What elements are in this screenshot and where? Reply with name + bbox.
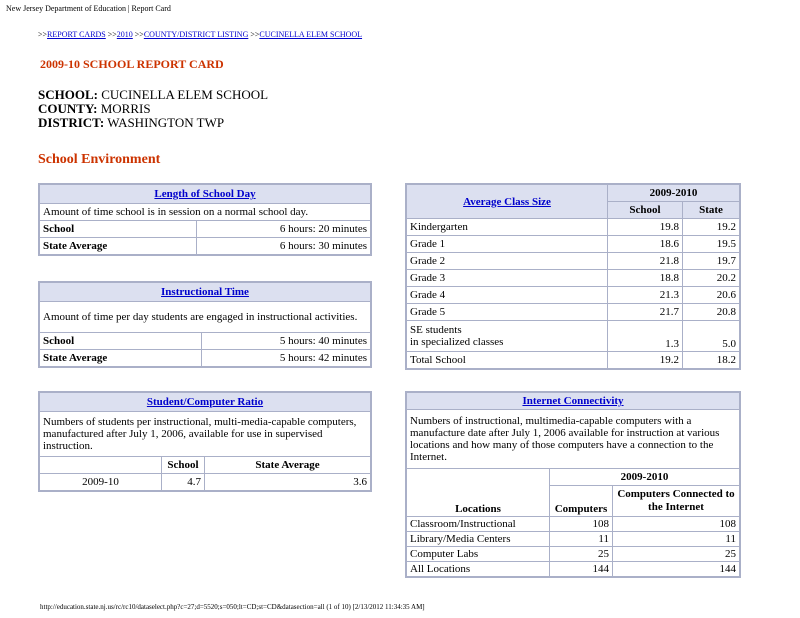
col-state: State: [683, 202, 741, 219]
instructional-time-desc: Amount of time per day students are engaged in instructional activities.: [39, 302, 371, 333]
internet-desc: Numbers of instructional, multimedia-capable computers with a manufacture date after July 1, 2006 available for instruction at various locations and how many of those computers have a connection to the Internet.: [406, 410, 740, 469]
table-row: [406, 532, 740, 547]
breadcrumb-separator: >>: [107, 30, 117, 39]
col-computers: Computers: [550, 486, 613, 517]
blank-cell: [39, 457, 162, 474]
row-school: 4.7: [162, 474, 205, 492]
table-row: [406, 562, 740, 578]
row-value: 5 hours: 40 minutes: [202, 333, 372, 350]
row-label-line: SE students: [410, 324, 462, 336]
row-label: Computer Labs: [406, 547, 550, 562]
county-label: COUNTY:: [38, 101, 98, 116]
length-of-day-desc: Amount of time school is in session on a normal school day.: [39, 204, 371, 221]
breadcrumb-separator: >>: [38, 30, 48, 39]
table-row: [39, 238, 371, 256]
class-size-year: 2009-2010: [608, 184, 741, 202]
breadcrumb-2010[interactable]: 2010: [116, 30, 133, 39]
row-year: 2009-10: [39, 474, 162, 492]
district-label: DISTRICT:: [38, 115, 105, 130]
page-footer-url: http://education.state.nj.us/rc/rc10/dataselect.php?c=27;d=5520;s=050;lt=CD;st=CD&datasection=all (1 of 10) [2/13/2012 11:34:35 AM]: [40, 603, 425, 611]
breadcrumb-school[interactable]: CUCINELLA ELEM SCHOOL: [259, 30, 363, 39]
col-school: School: [162, 457, 205, 474]
school-value: CUCINELLA ELEM SCHOOL: [101, 87, 269, 102]
row-computers: 11: [550, 532, 613, 547]
row-computers: 144: [550, 562, 613, 578]
row-value: 6 hours: 30 minutes: [197, 238, 372, 256]
row-label: All Locations: [406, 562, 550, 578]
county-value: MORRIS: [100, 101, 151, 116]
breadcrumb-report-cards[interactable]: REPORT CARDS: [47, 30, 106, 39]
breadcrumb-county-district[interactable]: COUNTY/DISTRICT LISTING: [143, 30, 249, 39]
page-header-title: New Jersey Department of Education | Report Card: [6, 4, 171, 13]
breadcrumb-separator: >>: [134, 30, 144, 39]
instructional-time-table: [38, 281, 372, 368]
row-state: 3.6: [205, 474, 372, 492]
row-school: 18.8: [608, 270, 683, 287]
row-state: 19.5: [683, 236, 741, 253]
row-school: 21.8: [608, 253, 683, 270]
table-row: [406, 517, 740, 532]
row-value: 5 hours: 42 minutes: [202, 350, 372, 368]
row-label: Grade 5: [406, 304, 608, 321]
row-computers: 25: [550, 547, 613, 562]
row-label: [406, 321, 608, 352]
row-state: 18.2: [683, 352, 741, 370]
row-computers: 108: [550, 517, 613, 532]
table-row: [406, 304, 740, 321]
breadcrumb-separator: >>: [250, 30, 260, 39]
row-state: 5.0: [683, 321, 741, 352]
row-label-line: in specialized classes: [410, 336, 504, 348]
row-connected: 11: [613, 532, 741, 547]
district-info: [38, 115, 224, 131]
breadcrumb: [38, 30, 362, 39]
instructional-time-link[interactable]: Instructional Time: [161, 286, 249, 298]
row-school: 19.8: [608, 219, 683, 236]
class-size-table: [405, 183, 741, 370]
table-row: [406, 236, 740, 253]
length-of-day-table: [38, 183, 372, 256]
table-row: [406, 352, 740, 370]
col-school: School: [608, 202, 683, 219]
row-school: 18.6: [608, 236, 683, 253]
row-value: 6 hours: 20 minutes: [197, 221, 372, 238]
row-school: 21.3: [608, 287, 683, 304]
col-state: State Average: [205, 457, 372, 474]
internet-connectivity-table: [405, 391, 741, 578]
table-row: [39, 350, 371, 368]
row-state: 20.2: [683, 270, 741, 287]
table-row: [39, 474, 371, 492]
row-connected: 25: [613, 547, 741, 562]
table-row: [39, 333, 371, 350]
table-row: [406, 287, 740, 304]
row-state: 19.7: [683, 253, 741, 270]
row-label: State Average: [39, 238, 197, 256]
internet-connectivity-link[interactable]: Internet Connectivity: [522, 395, 624, 407]
row-label: Grade 1: [406, 236, 608, 253]
table-row: [406, 270, 740, 287]
row-label: Grade 4: [406, 287, 608, 304]
row-label: Grade 2: [406, 253, 608, 270]
internet-year: 2009-2010: [550, 469, 741, 486]
col-connected: Computers Connected to the Internet: [613, 486, 741, 517]
school-label: SCHOOL:: [38, 87, 98, 102]
table-row: [406, 253, 740, 270]
col-locations: Locations: [406, 469, 550, 517]
section-title: School Environment: [38, 152, 161, 167]
row-label: School: [39, 333, 202, 350]
class-size-link[interactable]: Average Class Size: [463, 195, 551, 208]
row-label: State Average: [39, 350, 202, 368]
row-school: 1.3: [608, 321, 683, 352]
row-school: 19.2: [608, 352, 683, 370]
report-title: 2009-10 SCHOOL REPORT CARD: [40, 57, 224, 71]
row-state: 19.2: [683, 219, 741, 236]
row-connected: 144: [613, 562, 741, 578]
computer-ratio-desc: Numbers of students per instructional, multi-media-capable computers, manufactured after July 1, 2006, available for use in supervised instruction.: [39, 412, 371, 457]
row-connected: 108: [613, 517, 741, 532]
row-state: 20.6: [683, 287, 741, 304]
table-row: [406, 547, 740, 562]
row-label: Kindergarten: [406, 219, 608, 236]
row-label: Classroom/Instructional: [406, 517, 550, 532]
district-value: WASHINGTON TWP: [107, 115, 225, 130]
row-label: Total School: [406, 352, 608, 370]
row-label: Library/Media Centers: [406, 532, 550, 547]
computer-ratio-table: [38, 391, 372, 492]
row-state: 20.8: [683, 304, 741, 321]
table-row: [406, 219, 740, 236]
computer-ratio-link[interactable]: Student/Computer Ratio: [146, 396, 264, 408]
length-of-day-link[interactable]: Length of School Day: [154, 188, 256, 200]
table-row: [406, 321, 740, 352]
row-label: Grade 3: [406, 270, 608, 287]
row-school: 21.7: [608, 304, 683, 321]
table-row: [39, 221, 371, 238]
row-label: School: [39, 221, 197, 238]
